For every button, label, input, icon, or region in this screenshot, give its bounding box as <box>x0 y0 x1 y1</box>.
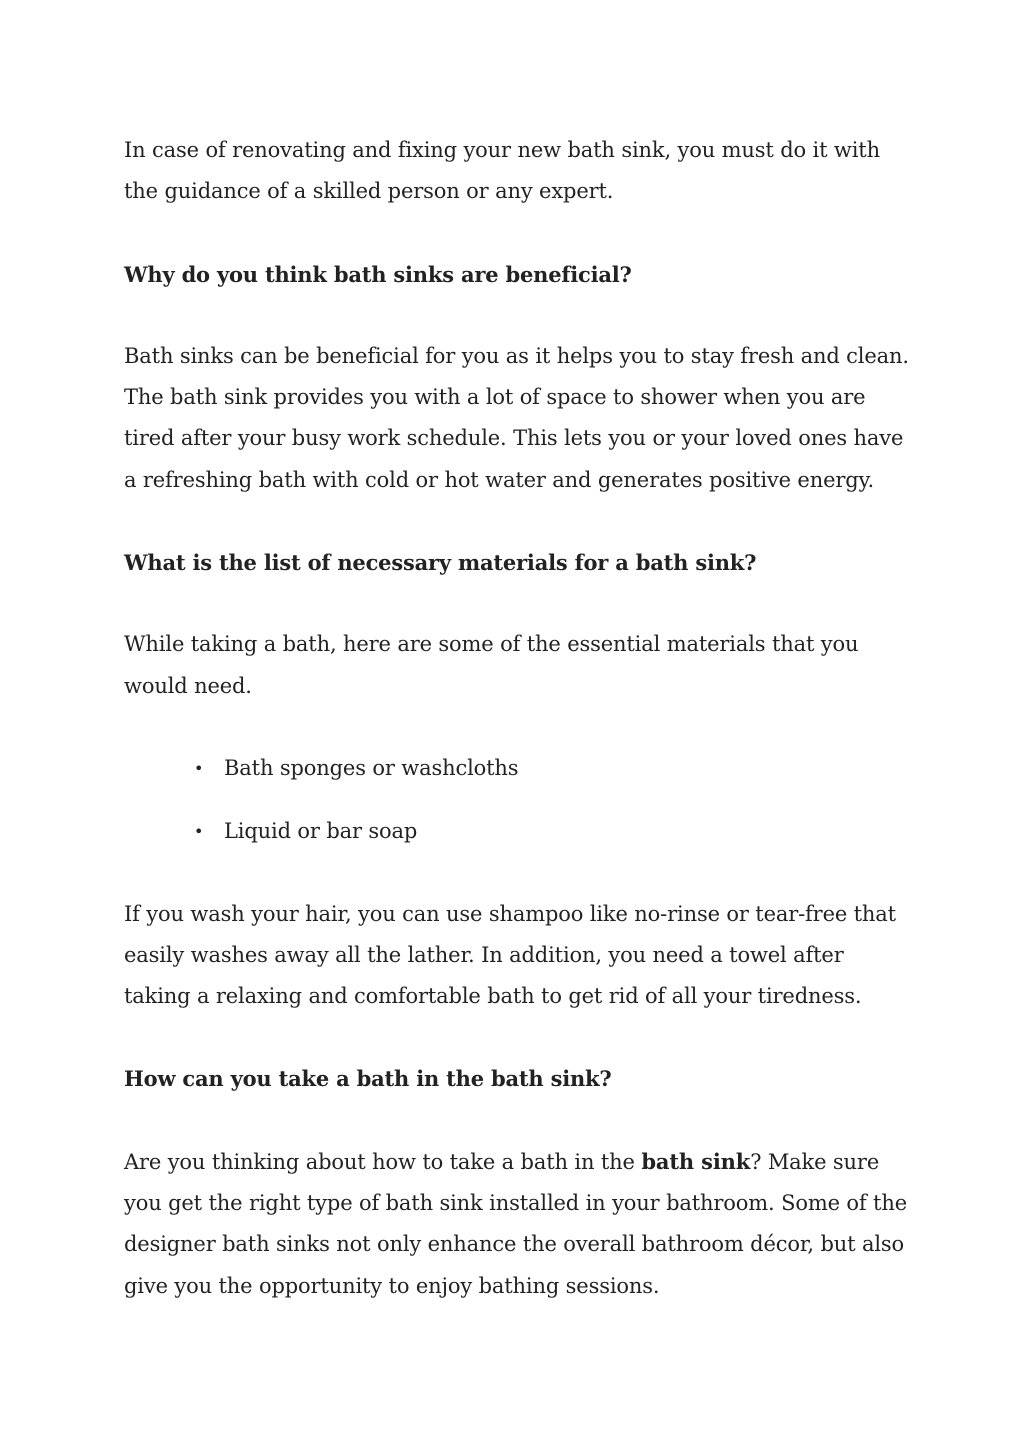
spacer <box>124 707 914 748</box>
list-item-label: Bath sponges or washcloths <box>224 755 519 780</box>
how-to-text-end: ? Make sure you get the right type of bath sink installed in your bathroom. Some of the designer bath sinks not only enhance the overall bathroom décor, but also give you the opportunity to enjoy bathing sessions. <box>124 1149 907 1298</box>
spacer <box>124 1100 914 1141</box>
intro-paragraph: In case of renovating and fixing your new bath sink, you must do it with the guidance of a skilled person or any expert. <box>124 138 880 204</box>
materials-list <box>124 748 914 853</box>
materials-paragraph: While taking a bath, here are some of the essential materials that you would need. <box>124 632 859 698</box>
how-to-text-start: Are you thinking about how to take a bath in the <box>124 1149 642 1174</box>
bath-sink-emphasis: bath sink <box>641 1148 751 1174</box>
spacer <box>124 213 914 254</box>
how-to-paragraph <box>124 1141 914 1307</box>
list-item <box>124 811 914 852</box>
list-item-label: Liquid or bar soap <box>224 819 418 844</box>
list-item <box>124 748 914 789</box>
hair-towel-paragraph: If you wash your hair, you can use shampoo like no-rinse or tear-free that easily washes away all the lather. In addition, you need a towel after taking a relaxing and comfortable bath to get rid of all your tiredness. <box>124 901 896 1009</box>
spacer <box>124 853 914 894</box>
benefits-paragraph: Bath sinks can be beneficial for you as it helps you to stay fresh and clean. The bath sink provides you with a lot of space to shower when you are tired after your busy work schedule. This lets you or your loved ones have a refreshing bath with cold or hot water and generates positive energy. <box>124 343 909 492</box>
spacer <box>124 295 914 336</box>
spacer <box>124 1017 914 1058</box>
article-body <box>124 130 914 1307</box>
spacer <box>124 501 914 542</box>
section-heading-how-to: How can you take a bath in the bath sink? <box>124 1066 612 1092</box>
section-heading-materials: What is the list of necessary materials for a bath sink? <box>124 550 757 576</box>
spacer <box>124 583 914 624</box>
spacer <box>124 789 914 811</box>
bullet-icon: • <box>194 822 204 842</box>
bullet-icon: • <box>194 758 204 778</box>
section-heading-benefits: Why do you think bath sinks are beneficial? <box>124 261 632 287</box>
